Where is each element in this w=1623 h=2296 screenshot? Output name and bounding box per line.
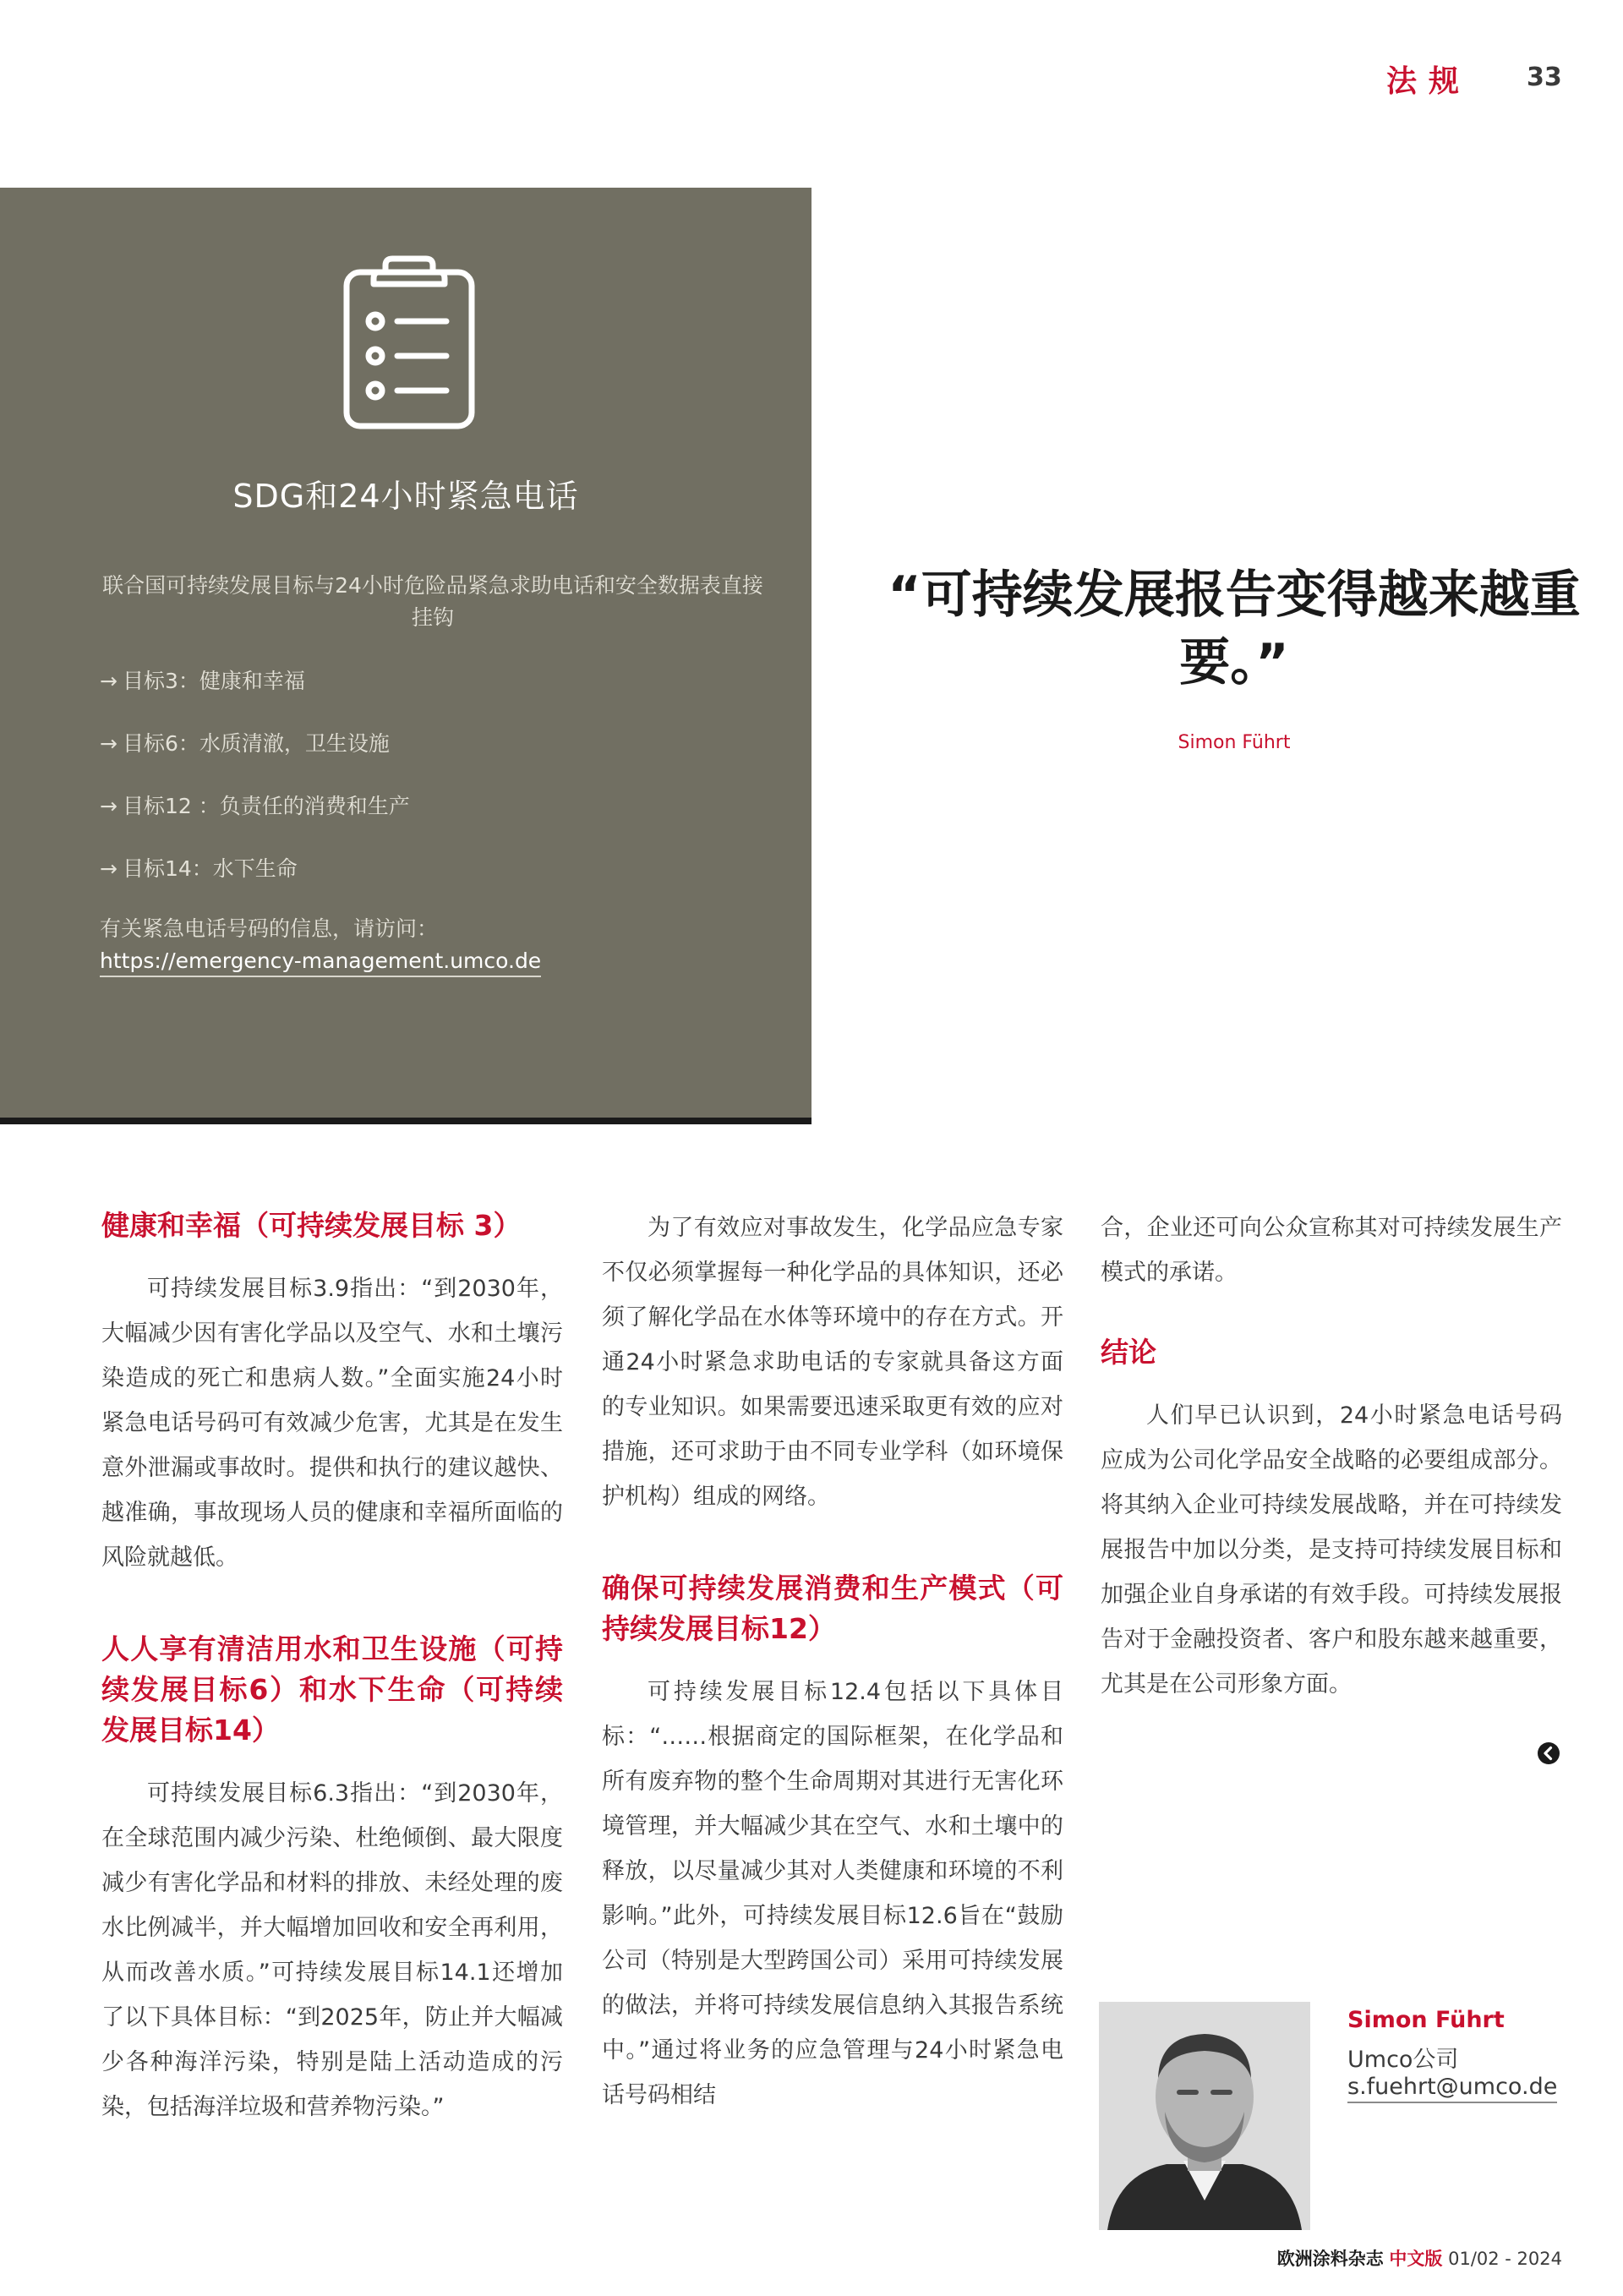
article-column-1 [101, 1205, 563, 2129]
heading-conclusion: 结论 [1101, 1336, 1156, 1369]
info-box-title: SDG和24小时紧急电话 [232, 478, 579, 515]
edition-label: 中文版 [1389, 2249, 1443, 2269]
arrow-right-icon: → [100, 669, 117, 693]
page-number: 33 [1527, 63, 1562, 92]
clipboard-checklist-icon [342, 254, 477, 431]
issue-number: 01/02 - 2024 [1448, 2249, 1562, 2269]
emergency-management-link[interactable]: https://emergency-management.umco.de [100, 947, 541, 977]
magazine-name: 欧洲涂料杂志 [1276, 2249, 1384, 2269]
heading-consumption: 确保可持续发展消费和生产模式（可持续发展目标12） [602, 1572, 1063, 1645]
heading-water: 人人享有清洁用水和卫生设施（可持续发展目标6）和水下生命（可持续发展目标14） [101, 1632, 563, 1747]
pull-quote: “可持续发展报告变得越来越重要。” [888, 566, 1581, 692]
goal-item: → 目标6：水质清澈，卫生设施 [100, 731, 390, 756]
author-company: Umco公司 [1347, 2047, 1459, 2073]
author-photo [1099, 2002, 1310, 2230]
page-footer [1099, 2245, 1562, 2271]
paragraph: 合，企业还可向公众宣称其对可持续发展生产模式的承诺。 [1101, 1215, 1562, 1286]
pull-quote-author: Simon Führt [1178, 732, 1291, 753]
heading-health: 健康和幸福（可持续发展目标 3） [101, 1209, 522, 1242]
section-label: 法规 [1386, 64, 1472, 99]
paragraph: 人们早已认识到，24小时紧急电话号码应成为公司化学品安全战略的必要组成部分。将其纳入企业可持续发展战略，并在可持续发展报告中加以分类，是支持可持续发展目标和加强企业自身承诺的有效手段。可持续发展报告对于金融投资者、客户和股东越来越重要，尤其是在公司形象方面。 [1101, 1402, 1562, 1697]
info-box-visit-text: 有关紧急电话号码的信息，请访问： [100, 916, 439, 941]
author-email-link[interactable]: s.fuehrt@umco.de [1347, 2073, 1557, 2103]
arrow-right-icon: → [100, 731, 117, 756]
article-column-2 [602, 1205, 1063, 2118]
paragraph: 可持续发展目标12.4包括以下具体目标：“……根据商定的国际框架，在化学品和所有废弃物的整个生命周期对其进行无害化环境管理，并大幅减少其在空气、水和土壤中的释放，以尽量减少其对人类健康和环境的不利影响。”此外，可持续发展目标12.6旨在“鼓励公司（特别是大型跨国公司）采用可持续发展的做法，并将可持续发展信息纳入其报告系统中。”通过将业务的应急管理与24小时紧急电话号码相结 [602, 1679, 1063, 2108]
info-box-footer [100, 913, 541, 977]
goal-item: → 目标3：健康和幸福 [100, 669, 305, 693]
back-arrow-icon[interactable] [1537, 1741, 1560, 1765]
article-column-3 [1101, 1205, 1562, 1707]
author-name: Simon Führt [1347, 2007, 1505, 2033]
paragraph: 可持续发展目标3.9指出：“到2030年，大幅减少因有害化学品以及空气、水和土壤污染造成的死亡和患病人数。”全面实施24小时紧急电话号码可有效减少危害，尤其是在发生意外泄漏或事故时。提供和执行的建议越快、越准确，事故现场人员的健康和幸福所面临的风险就越低。 [101, 1276, 563, 1571]
goal-item: → 目标12 ：负责任的消费和生产 [100, 794, 410, 818]
goal-item: → 目标14：水下生命 [100, 856, 298, 881]
paragraph: 为了有效应对事故发生，化学品应急专家不仅必须掌握每一种化学品的具体知识，还必须了解化学品在水体等环境中的存在方式。开通24小时紧急求助电话的专家就具备这方面的专业知识。如果需要迅速采取更有效的应对措施，还可求助于由不同专业学科（如环境保护机构）组成的网络。 [602, 1215, 1063, 1510]
paragraph: 可持续发展目标6.3指出：“到2030年，在全球范围内减少污染、杜绝倾倒、最大限度减少有害化学品和材料的排放、未经处理的废水比例减半，并大幅增加回收和安全再利用，从而改善水质。”可持续发展目标14.1还增加了以下具体目标：“到2025年，防止并大幅减少各种海洋污染，特别是陆上活动造成的污染，包括海洋垃圾和营养物污染。” [101, 1780, 563, 2120]
arrow-right-icon: → [100, 856, 117, 881]
info-box-bottom-rule [0, 1118, 812, 1124]
info-box-intro: 联合国可持续发展目标与24小时危险品紧急求助电话和安全数据表直接挂钩 [102, 573, 763, 630]
arrow-right-icon: → [100, 794, 117, 818]
